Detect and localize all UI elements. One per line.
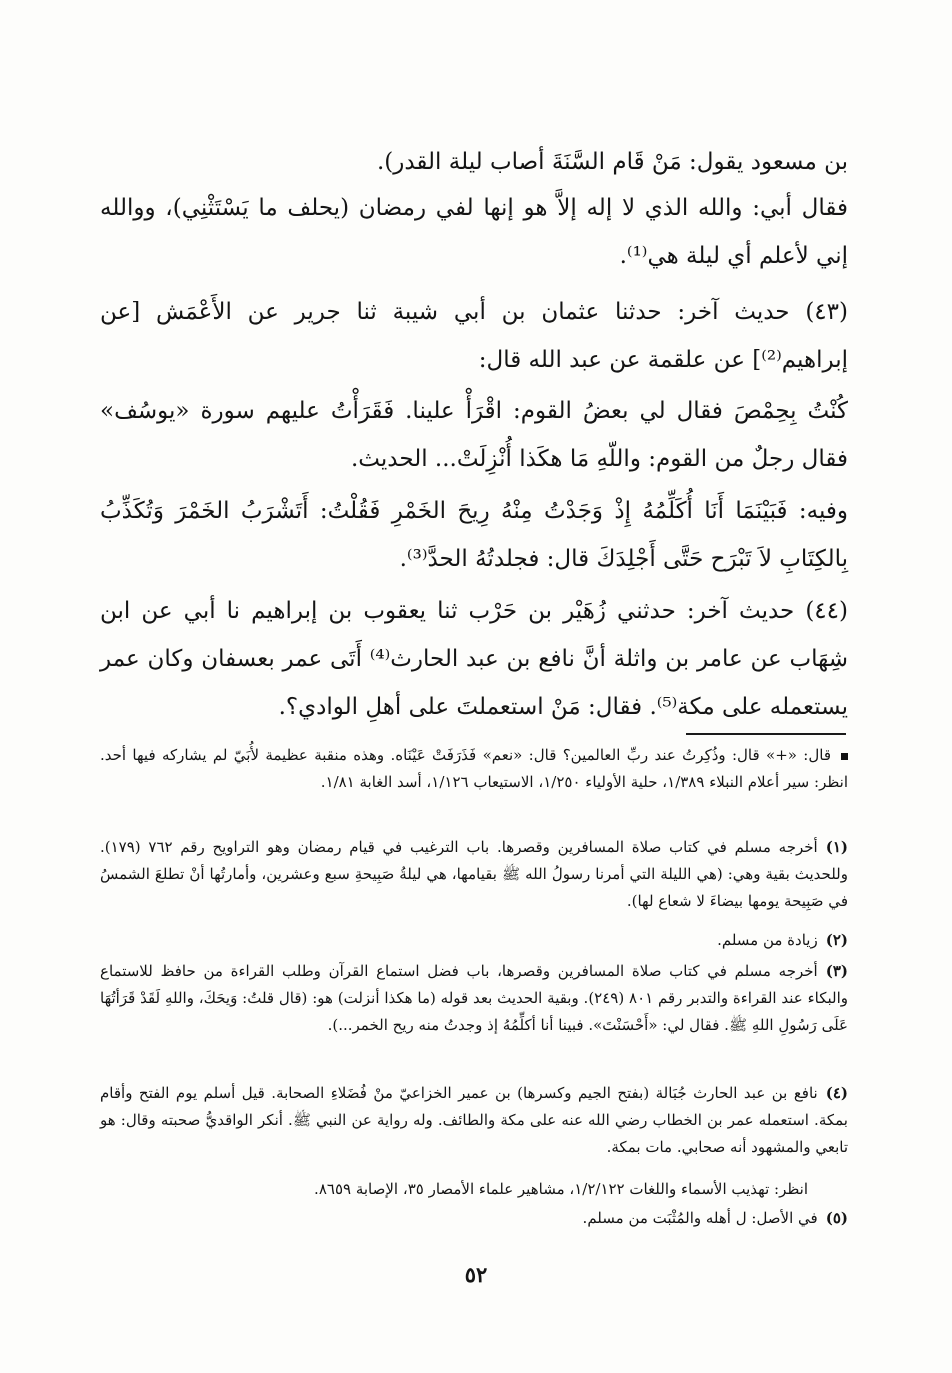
footnote-4: (٤)نافع بن عبد الحارث جُبَالة (بفتح الجيم وكسرها) بن عمير الخزاعيّ منْ فُضَلاءِ الصحابة. قيل أسلم يوم الفتح وأقام بمكة. استعمله عمر بن الخطاب رضي الله عنه على مكة والطائف. وله رواية عن النبي ﷺ. أنكر الواقديُّ صحبته وقال: هو تابعي والمشهود أنه صحابي. مات بمكة.	[100, 1084, 848, 1156]
hadith-44-paragraph: (٤٤) حديث آخر: حدثني زُهَيْر بن حَرْب ثنا يعقوب بن إبراهيم نا أبي عن ابن شِهَاب عن عامر بن واثلة أنَّ نافع بن عبد الحارث⁽⁴⁾ أَتَى عمر بعسفان وكان عمر يستعمله على مكة⁽⁵⁾. فقال: مَنْ استعملتَ على أهلِ الوادي؟.	[100, 598, 849, 720]
bullet-icon	[841, 753, 848, 760]
footnote-5: (٥)في الأصل: ل أهله والمُثْبَت من مسلم.	[582, 1209, 848, 1227]
footnote-1: (١)أخرجه مسلم في كتاب صلاة المسافرين وقصرها. باب الترغيب في قيام رمضان وهو التراويح رقم ٧٦٢ (١٧٩). وللحديث بقية وهي: (هي الليلة التي أمرنا رسولُ الله ﷺ بقيامها، هي ليلةُ صَبِيحةِ سبع وعشرين، وأمارتُها أنْ تطلعَ الشمسُ في صَبِيحة يومها بيضاءَ لا شعاع لها).	[100, 838, 848, 910]
footnote-4-refs: انظر: تهذيب الأسماء واللغات ١/٢/١٢٢، مشاهير علماء الأمصار ٣٥، الإصابة ٨٦٥٩.	[314, 1180, 808, 1198]
hadith-43-continuation: وفيه: فَبَيْنَمَا أَنَا أُكَلِّمُهُ إِذْ وَجَدْتُ مِنْهُ رِيحَ الخَمْرِ فَقُلْتُ: أَتَشْرَبُ الخَمْرَ وَتُكَذِّبُ بِالكِتَابِ لاَ تَبْرَح حَتَّى أَجْلِدَكَ قال: فجلدتُهُ الحدَّ⁽³⁾.	[100, 498, 848, 572]
text-line-1: بن مسعود يقول: مَنْ قَام السَّنَةَ أصاب ليلة القدر).	[376, 149, 848, 175]
footnote-divider	[686, 733, 846, 735]
footnote-3: (٣)أخرجه مسلم في كتاب صلاة المسافرين وقصرها، باب فضل استماع القرآن وطلب القراءة من حافظ للاستماع والبكاء عند القراءة والتدبر رقم ٨٠١ (٢٤٩). وبقية الحديث بعد قوله (ما هكذا أنزلت) هو: (قال قلتُ: وَيحَكَ، واللهِ لَقَدْ قَرَأتُهَا عَلَى رَسُولِ اللهِ ﷺ. فقال لي: «أَحْسَنْتَ». فبينا أنا أكلِّمُهُ إذ وجدتُ منه ريح الخمر...).	[100, 962, 848, 1034]
footnote-2: (٢)زيادة من مسلم.	[717, 931, 848, 949]
hadith-43-text: كُنْتُ بِحِمْصَ فقال لي بعضُ القوم: اقْرَأْ علينا. فَقَرَأْتُ عليهم سورة «يوسُف» فقال رجلٌ من القوم: واللّهِ مَا هكَذا أُنْزِلَتْ... الحديث.	[100, 398, 848, 472]
page-number: ٥٢	[464, 1262, 488, 1287]
footnote-continuation: قال: «+» قال: وذُكِرتُ عند ربِّ العالمين؟ قال: «نعم» فَذَرَفَتْ عَيْنَاه. وهذه منقبة عظيمة لأُبَيّ لم يشاركه فيها أحد. انظر: سير أعلام النبلاء ١/٣٨٩، حلية الأولياء ١/٢٥٠، الاستيعاب ١/١٢٦، أسد الغابة ١/٨١.	[100, 746, 848, 791]
hadith-43-paragraph: (٤٣) حديث آخر: حدثنا عثمان بن أبي شيبة ثنا جرير عن الأَعْمَش [عن إبراهيم⁽²⁾] عن علقمة عن عبد الله قال:	[100, 299, 848, 373]
text-paragraph-abi: فقال أبي: والله الذي لا إله إلاَّ هو إنها لفي رمضان (يحلف ما يَسْتَثْنِي)، ووالله إني لأعلم أي ليلة هي⁽¹⁾.	[100, 195, 848, 269]
